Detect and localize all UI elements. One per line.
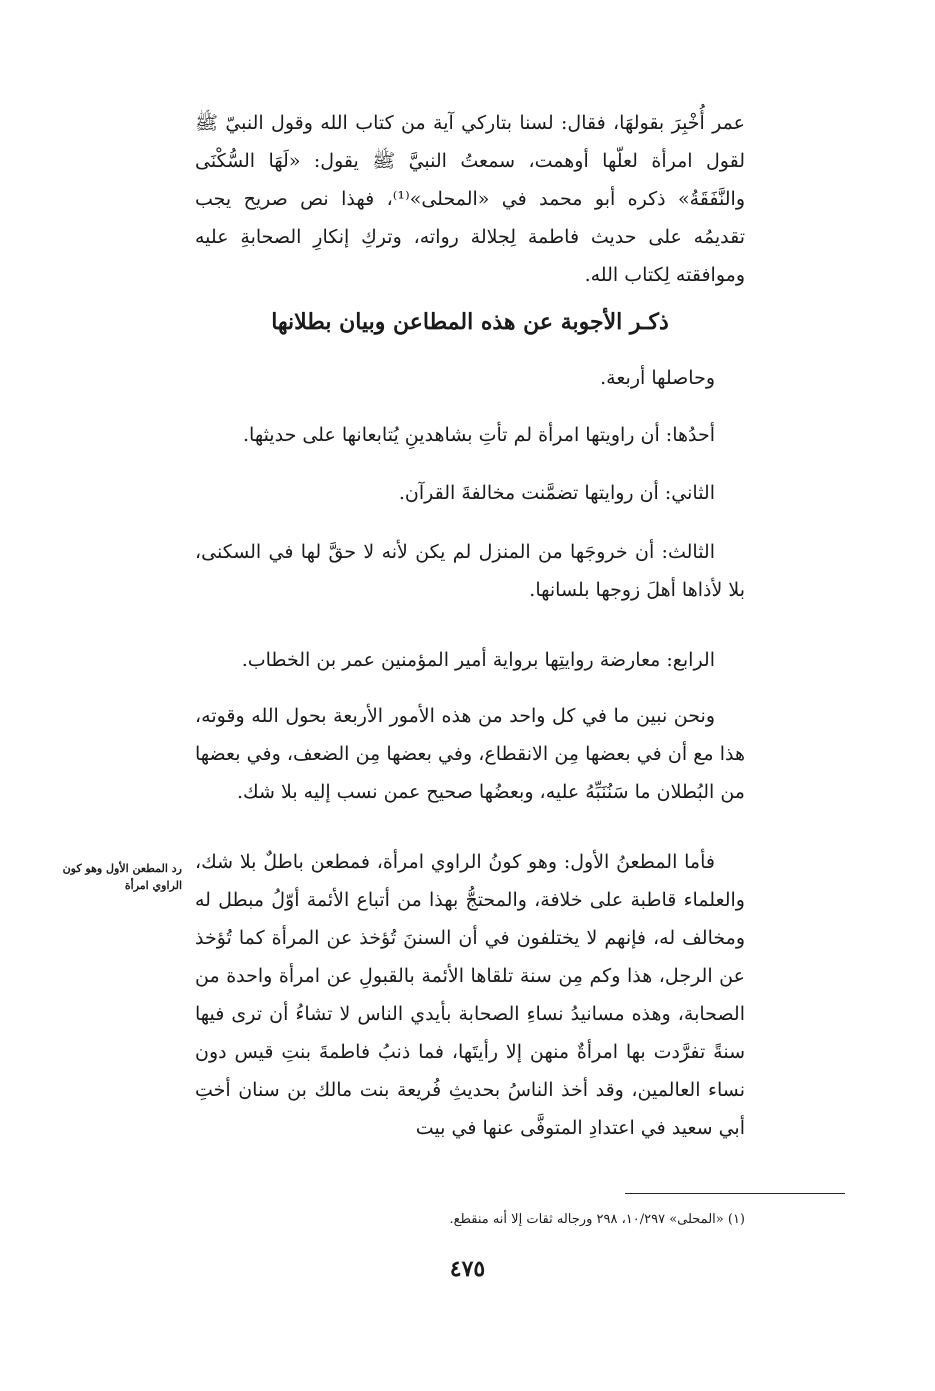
paragraph-3: أحدُها: أن راويتها امرأة لم تأتِ بشاهدينِ يُتابعانها على حديثها. bbox=[242, 424, 715, 446]
paragraph-5: الثالث: أن خروجَها من المنزل لم يكن لأنه لا حقَّ لها في السكنى، بلا لأذاها أهلَ زوجها بلسانها. bbox=[195, 541, 745, 601]
paragraph-8: فأما المطعنُ الأول: وهو كونُ الراوي امرأة، فمطعن باطلٌ بلا شك، والعلماء قاطبة على خلافة، والمحتجُّ بهذا من أتباع الأئمة أوّلُ مبطل له ومخالف له، فإنهم لا يختلفون في أن السننَ تُؤخذ عن المرأة كما تُؤخذ عن الرجل، هذا وكم مِن سنة تلقاها الأئمة بالقبولِ عن امرأة واحدة من الصحابة، وهذه مسانيدُ نساءِ الصحابة بأيدي الناس لا تشاءُ أن ترى فيها سنةً تفرَّدت بها امرأةٌ منهن إلا رأيتَها، فما ذنبُ فاطمةَ بنتِ قيس دون نساء العالمين، وقد أخذ الناسُ بحديثِ فُريعة بنت مالك بن سنان أختِ أبي سعيد في اعتدادِ المتوفَّى عنها في بيت bbox=[195, 851, 745, 1139]
footnote-divider bbox=[625, 1193, 845, 1194]
paragraph-2: وحاصلها أربعة. bbox=[600, 367, 715, 389]
footnote: (١) «المحلى» ١٠/٢٩٧، ٢٩٨ ورجاله ثقات إلا أنه منقطع. bbox=[449, 1212, 745, 1227]
page-number: ٤٧٥ bbox=[449, 1256, 486, 1282]
paragraph-1: عمر أُخْبِرَ بقولهَا، فقال: لسنا بتاركي آية من كتاب الله وقول النبيّ ﷺ لقول امرأة لعلّها أوهمت، سمعتُ النبيَّ ﷺ يقول: «لَهَا السُّكْنَى والنَّفَقَةُ» ذكره أبو محمد في «المحلى»⁽¹⁾، فهذا نص صريح يجب تقديمُه على حديث فاطمة لِجلالة رواته، وتركِ إنكارِ الصحابةِ عليه وموافقته لِكتاب الله. bbox=[195, 112, 745, 286]
paragraph-4: الثاني: أن روايتها تضمَّنت مخالفةَ القرآن. bbox=[398, 482, 715, 504]
section-heading: ذكـر الأجوبة عن هذه المطاعن وبيان بطلانها bbox=[271, 309, 669, 335]
paragraph-6: الرابع: معارضة روايتِها برواية أمير المؤمنين عمر بن الخطاب. bbox=[241, 649, 715, 671]
margin-note: رد المطعن الأول وهو كون الراوي امرأة bbox=[62, 862, 182, 892]
paragraph-7: ونحن نبين ما في كل واحد من هذه الأمور الأربعة بحول الله وقوته، هذا مع أن في بعضها مِن الانقطاع، وفي بعضها مِن الضعف، وفي بعضها من البُطلان ما سَنُنَبِّهُ عليه، وبعضُها صحيح عمن نسب إليه بلا شك. bbox=[195, 705, 745, 803]
